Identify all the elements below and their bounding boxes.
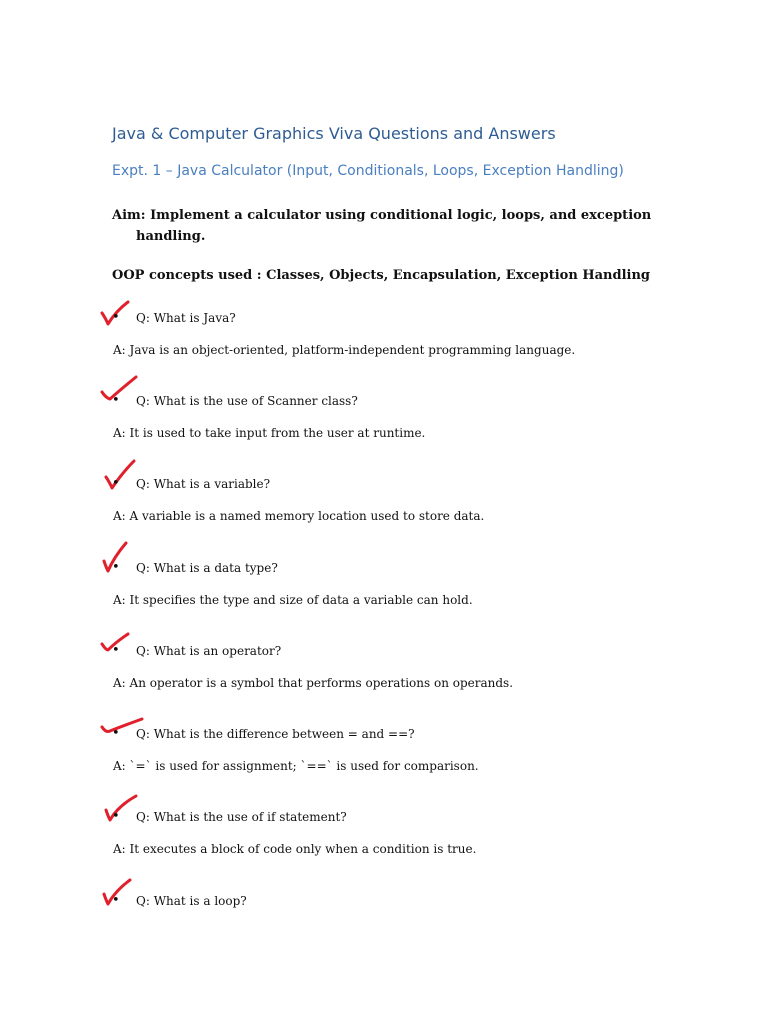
bullet-icon: • bbox=[112, 809, 120, 824]
question-text: Q: What is a loop? bbox=[136, 894, 247, 908]
bullet-icon: • bbox=[112, 643, 120, 658]
answer-text: A: Java is an object-oriented, platform-independent programming language. bbox=[113, 343, 576, 357]
question-text: Q: What is the difference between = and ==? bbox=[136, 727, 415, 741]
question-text: Q: What is a data type? bbox=[136, 561, 278, 575]
qa-item bbox=[0, 808, 768, 888]
aim-statement: Aim: Implement a calculator using conditional logic, loops, and exception handling. bbox=[112, 208, 652, 244]
qa-item bbox=[0, 309, 768, 389]
qa-item bbox=[0, 475, 768, 555]
qa-item bbox=[0, 892, 768, 972]
question-text: Q: What is the use of Scanner class? bbox=[136, 394, 358, 408]
answer-text: A: A variable is a named memory location used to store data. bbox=[113, 509, 485, 523]
bullet-icon: • bbox=[112, 393, 120, 408]
bullet-icon: • bbox=[112, 893, 120, 908]
question-text: Q: What is Java? bbox=[136, 311, 236, 325]
question-text: Q: What is a variable? bbox=[136, 477, 271, 491]
bullet-icon: • bbox=[112, 476, 120, 491]
answer-text: A: An operator is a symbol that performs operations on operands. bbox=[113, 676, 514, 690]
document-title: Java & Computer Graphics Viva Questions and Answers bbox=[112, 124, 556, 143]
question-text: Q: What is an operator? bbox=[136, 644, 282, 658]
qa-item bbox=[0, 392, 768, 472]
qa-item bbox=[0, 725, 768, 805]
experiment-heading: Expt. 1 – Java Calculator (Input, Conditionals, Loops, Exception Handling) bbox=[112, 163, 624, 179]
answer-text: A: It specifies the type and size of data a variable can hold. bbox=[113, 593, 473, 607]
qa-item bbox=[0, 642, 768, 722]
answer-text: A: `=` is used for assignment; `==` is used for comparison. bbox=[113, 759, 479, 773]
bullet-icon: • bbox=[112, 560, 120, 575]
answer-text: A: It is used to take input from the user at runtime. bbox=[113, 426, 426, 440]
qa-item bbox=[0, 559, 768, 639]
bullet-icon: • bbox=[112, 726, 120, 741]
oop-concepts-line: OOP concepts used : Classes, Objects, Encapsulation, Exception Handling bbox=[112, 268, 650, 283]
answer-text: A: It executes a block of code only when a condition is true. bbox=[113, 842, 477, 856]
question-text: Q: What is the use of if statement? bbox=[136, 810, 347, 824]
bullet-icon: • bbox=[112, 310, 120, 325]
